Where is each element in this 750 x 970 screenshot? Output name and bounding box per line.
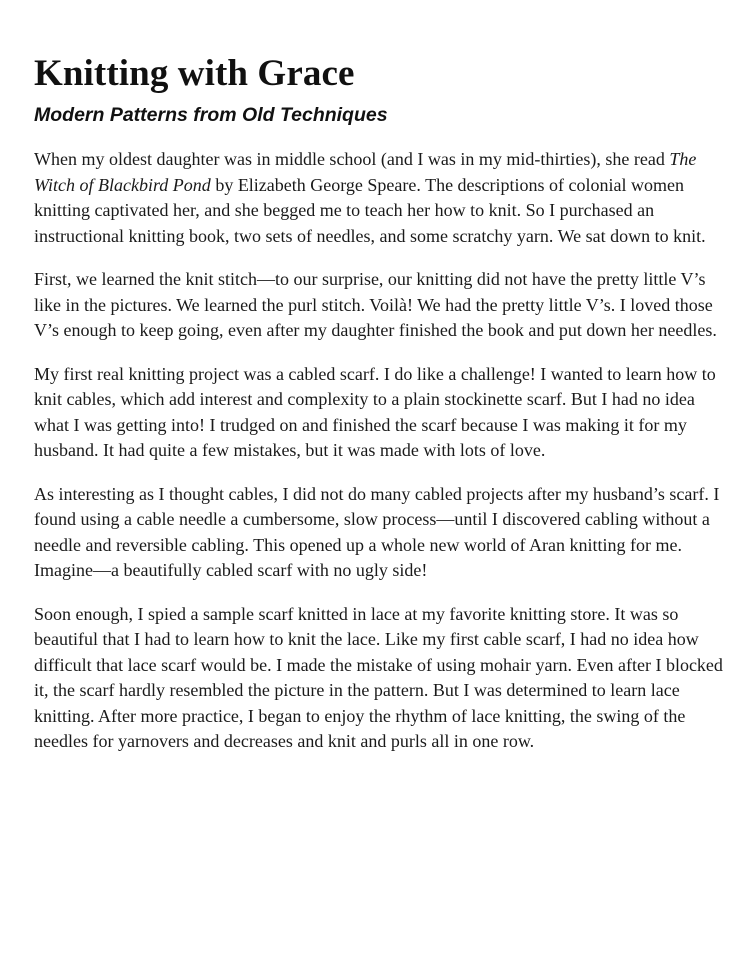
paragraph-1-text-start: When my oldest daughter was in middle school (and I was in my mid-thirties), she read (34, 149, 670, 169)
page-subtitle: Modern Patterns from Old Techniques (34, 104, 388, 126)
book-title-emphasis: The Witch of Blackbird Pond (34, 149, 697, 195)
page-title: Knitting with Grace (34, 53, 355, 94)
document-page (34, 52, 724, 773)
paragraph-5: Soon enough, I spied a sample scarf knitted in lace at my favorite knitting store. It was so beautiful that I had to learn how to knit the lace. Like my first cable scarf, I had no idea how difficult that lace scarf would be. I made the mistake of using mohair yarn. Even after I blocked it, the scarf hardly resembled the picture in the pattern. But I was determined to learn lace knitting. After more practice, I began to enjoy the rhythm of lace knitting, the swing of the needles for yarnovers and decreases and knit and purls all in one row. (34, 603, 723, 751)
paragraph-3: My first real knitting project was a cabled scarf. I do like a challenge! I wanted to learn how to knit cables, which add interest and complexity to a plain stockinette scarf. But I had no idea what I was getting into! I trudged on and finished the scarf because I was making it for my husband. It had quite a few mistakes, but it was made with lots of love. (34, 363, 716, 460)
paragraph-4: As interesting as I thought cables, I did not do many cabled projects after my husband’s scarf. I found using a cable needle a cumbersome, slow process—until I discovered cabling without a needle and reversible cabling. This opened up a whole new world of Aran knitting for me. Imagine—a beautifully cabled scarf with no ugly side! (34, 483, 720, 580)
paragraph-1-text-end: by Elizabeth George Speare. The descriptions of colonial women knitting captivated her, and she begged me to teach her how to knit. So I purchased an instructional knitting book, two sets of needles, and some scratchy yarn. We sat down to knit. (34, 174, 706, 246)
body-text (34, 147, 724, 755)
paragraph-2: First, we learned the knit stitch—to our surprise, our knitting did not have the pretty little V’s like in the pictures. We learned the purl stitch. Voilà! We had the pretty little V’s. I loved those V’s enough to keep going, even after my daughter finished the book and put down her needles. (34, 269, 717, 340)
paragraph-1 (34, 147, 724, 249)
